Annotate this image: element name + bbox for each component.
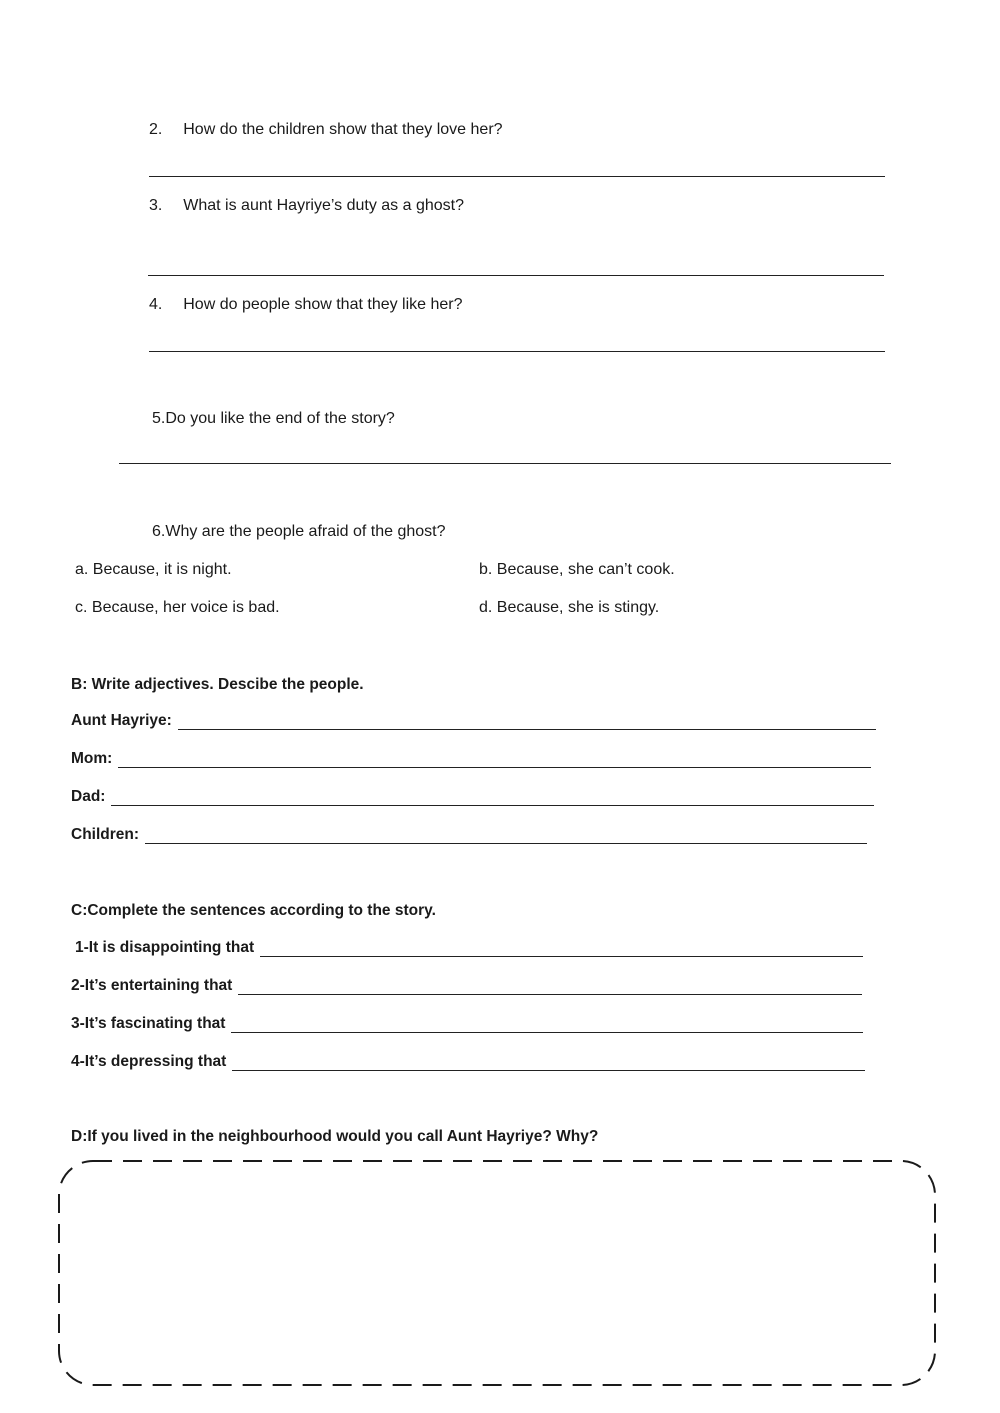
question-6: 6.Why are the people afraid of the ghost? [152,523,446,540]
adjective-row-dad [71,788,874,806]
adjective-row-children [71,826,867,844]
adjective-line-children[interactable] [145,829,867,844]
sentence-line-3[interactable] [231,1018,863,1033]
adjective-line-dad[interactable] [111,791,874,806]
sentence-row-3 [71,1015,863,1033]
adjective-line-aunt-hayriye[interactable] [178,715,876,730]
adjective-label-children: Children: [71,826,140,843]
answer-box[interactable] [50,1155,942,1391]
sentence-label-4: 4-It’s depressing that [71,1053,227,1070]
option-c[interactable]: c. Because, her voice is bad. [75,599,280,616]
option-d[interactable]: d. Because, she is stingy. [479,599,660,616]
question-2-text: How do the children show that they love her? [183,121,503,138]
section-c-title: C:Complete the sentences according to the story. [71,902,436,919]
question-4 [149,296,463,314]
question-4-text: How do people show that they like her? [183,296,463,313]
question-2 [149,121,503,139]
sentence-label-3: 3-It’s fascinating that [71,1015,226,1032]
adjective-label-mom: Mom: [71,750,113,767]
adjective-line-mom[interactable] [118,753,871,768]
answer-line-3[interactable] [148,275,884,276]
adjective-row-aunt-hayriye [71,712,876,730]
adjective-label-aunt-hayriye: Aunt Hayriye: [71,712,172,729]
section-b-title: B: Write adjectives. Descibe the people. [71,676,364,693]
answer-line-4[interactable] [149,351,885,352]
option-b[interactable]: b. Because, she can’t cook. [479,561,675,578]
sentence-label-2: 2-It’s entertaining that [71,977,233,994]
question-2-number: 2. [149,121,163,138]
sentence-row-4 [71,1053,865,1071]
answer-box-border [59,1161,935,1385]
section-d-title: D:If you lived in the neighbourhood would you call Aunt Hayriye? Why? [71,1128,599,1145]
adjective-label-dad: Dad: [71,788,106,805]
sentence-line-1[interactable] [260,942,863,957]
sentence-line-2[interactable] [238,980,862,995]
question-5: 5.Do you like the end of the story? [152,410,395,427]
question-4-number: 4. [149,296,163,313]
sentence-row-1 [75,939,863,957]
question-3-text: What is aunt Hayriye’s duty as a ghost? [183,197,464,214]
sentence-label-1: 1-It is disappointing that [75,939,255,956]
answer-line-2[interactable] [149,176,885,177]
question-3-number: 3. [149,197,163,214]
sentence-row-2 [71,977,862,995]
answer-line-5[interactable] [119,463,891,464]
adjective-row-mom [71,750,871,768]
question-3 [149,197,464,215]
option-a[interactable]: a. Because, it is night. [75,561,232,578]
sentence-line-4[interactable] [232,1056,865,1071]
